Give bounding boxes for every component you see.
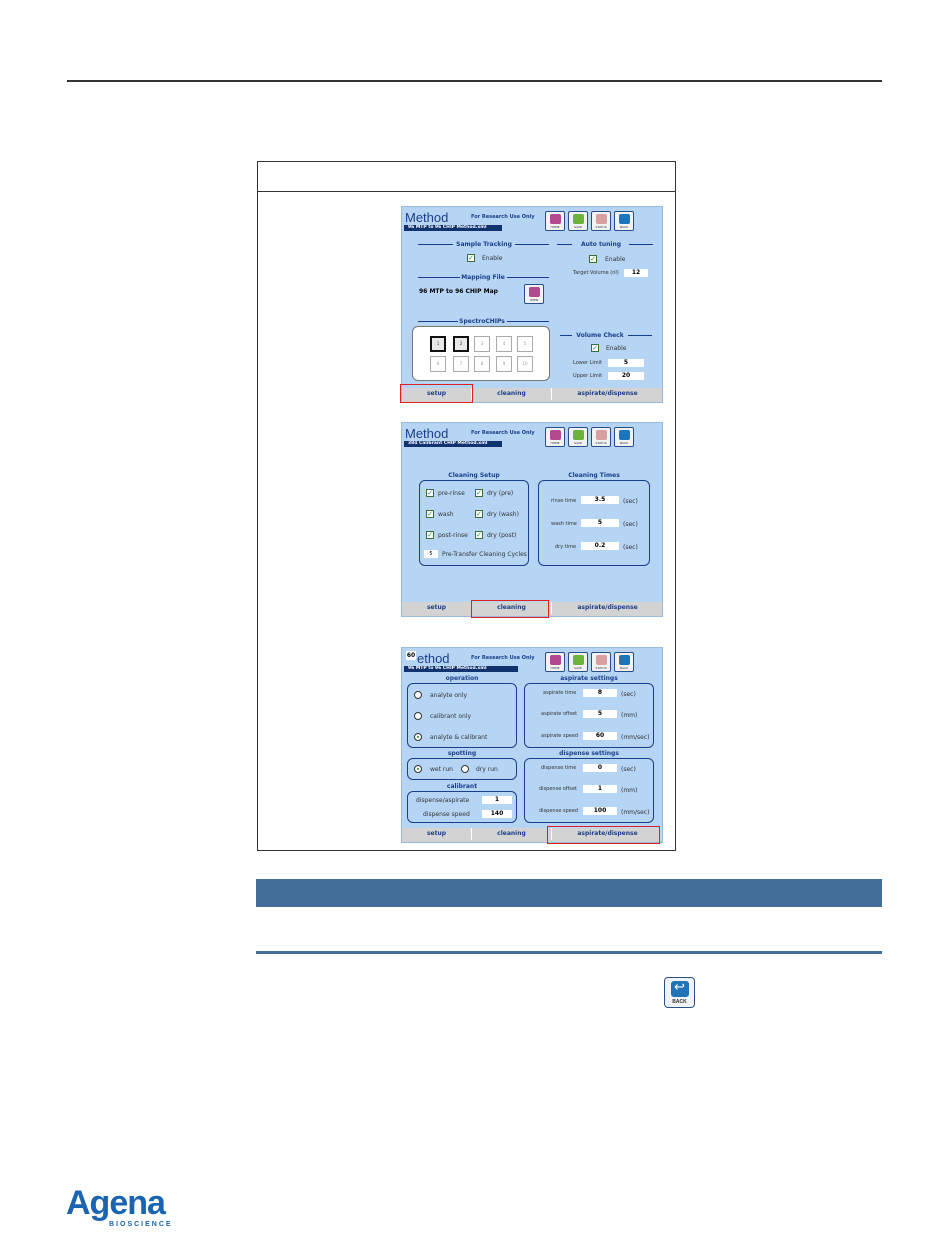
rinse-time-label: rinse time [551,498,577,504]
dispense-aspirate-label: dispense/aspirate [416,797,470,804]
rinse-time-unit: (sec) [623,498,638,505]
spotting-title: spotting [447,750,477,757]
spectrochips-title: SpectroCHIPs [459,318,505,325]
wash-time-label: wash time [551,521,577,527]
auto-tuning-enable-label: Enable [605,256,626,263]
upper-limit-label: Upper Limit [573,373,603,379]
chip-slot[interactable]: 2 [453,336,469,352]
dry-post-label: dry (post) [487,532,517,539]
calibrant-dispense-speed-value[interactable]: 140 [482,810,512,818]
chip-slot[interactable]: 1 [430,336,446,352]
panel-title: Method [405,426,449,441]
status-button[interactable]: STATUS [591,427,611,447]
tab-cleaning[interactable]: cleaning [472,602,552,614]
header-rule [67,80,882,82]
agena-logo: Agena [66,1184,165,1222]
chip-slot[interactable]: 10 [517,356,533,372]
dispense-speed-value[interactable]: 100 [583,807,617,815]
operation-title: operation [445,675,479,682]
wash-label: wash [438,511,454,518]
dispense-settings-title: dispense settings [559,750,619,757]
wash-checkbox[interactable]: ✓ [427,510,433,518]
wash-time-unit: (sec) [623,521,638,528]
sample-tracking-enable-label: Enable [482,255,503,262]
dispense-speed-label: dispense speed [539,808,578,814]
dispense-time-label: dispense time [541,765,577,771]
calibrant-only-label: calibrant only [430,713,472,720]
analyte-calibrant-radio[interactable] [414,733,422,741]
aspirate-offset-unit: (mm) [621,712,638,719]
calibrant-group [407,791,517,823]
calibrant-dispense-speed-label: dispense speed [423,811,470,818]
section-header-bar [256,879,882,907]
chip-slot[interactable]: 8 [474,356,490,372]
panel-title: Method [405,210,449,225]
section-rule [256,951,882,954]
post-rinse-checkbox[interactable]: ✓ [427,531,433,539]
tab-aspirate-dispense[interactable]: aspirate/dispense [552,828,664,840]
cleaning-cycles-label: Pre-Transfer Cleaning Cycles [442,551,527,558]
aspirate-settings-group [524,683,654,748]
ruo-label: For Research Use Only [471,655,535,661]
counter-badge: 60 [406,652,416,659]
chip-slot[interactable]: 7 [453,356,469,372]
aspirate-speed-value[interactable]: 60 [583,732,617,740]
figure-header-divider [258,191,675,192]
dry-pre-checkbox[interactable]: ✓ [476,489,482,497]
wash-time-value[interactable]: 5 [581,519,619,527]
cleaning-setup-title: Cleaning Setup [448,472,500,479]
volume-check-title: Volume Check [576,332,624,339]
calibrant-title: calibrant [446,783,478,790]
dry-pre-label: dry (pre) [487,490,514,497]
selected-tab-highlight [400,384,473,403]
lower-limit-label: Lower Limit [573,360,602,366]
analyte-only-label: analyte only [430,692,468,699]
dry-time-unit: (sec) [623,544,638,551]
auto-tuning-title: Auto tuning [580,241,622,248]
tab-aspirate-dispense[interactable]: aspirate/dispense [552,602,664,614]
operation-group [407,683,517,748]
analyte-calibrant-label: analyte & calibrant [430,734,488,741]
tab-setup[interactable]: setup [402,388,472,400]
status-button[interactable]: STATUS [591,652,611,672]
cleaning-times-title: Cleaning Times [568,472,620,479]
save-button[interactable]: SAVE [568,211,588,231]
chip-slot[interactable]: 4 [496,336,512,352]
dry-post-checkbox[interactable]: ✓ [476,531,482,539]
aspirate-time-value[interactable]: 8 [583,689,617,697]
target-volume-label: Target Volume (nl) [573,270,619,276]
dry-run-radio[interactable] [461,765,469,773]
target-volume-value[interactable]: 12 [624,269,648,277]
tab-setup[interactable]: setup [402,602,472,614]
aspirate-settings-title: aspirate settings [560,675,618,682]
tab-setup[interactable]: setup [402,828,472,840]
method-file-name: 96 MTP to 96 CHIP Method.xml [404,666,518,672]
chip-slot[interactable]: 5 [517,336,533,352]
volume-check-checkbox[interactable]: ✓ [592,344,598,352]
aspirate-speed-unit: (mm/sec) [621,734,650,741]
mapping-file-value: 96 MTP to 96 CHIP Map [419,288,498,295]
method-file-name: 384 Calibrant CHIP Method.xml [404,441,502,447]
aspirate-time-unit: (sec) [621,691,636,698]
dispense-aspirate-value[interactable]: 1 [482,796,512,804]
selected-tab-highlight [471,600,549,618]
calibrant-only-radio[interactable] [414,712,422,720]
selected-tab-highlight [547,826,660,844]
mapping-file-title: Mapping File [461,274,505,281]
chip-slot[interactable]: 6 [430,356,446,372]
dry-time-label: dry time [555,544,577,550]
dispense-time-unit: (sec) [621,766,636,773]
lower-limit-value[interactable]: 5 [608,359,644,367]
open-mapping-button[interactable]: OPEN [524,284,544,304]
chip-slot[interactable]: 9 [496,356,512,372]
home-button[interactable]: HOME [545,427,565,447]
dispense-settings-group [524,758,654,823]
save-button[interactable]: SAVE [568,652,588,672]
cleaning-setup-group [419,480,529,566]
cleaning-cycles-value[interactable]: 5 [424,550,438,558]
save-button[interactable]: SAVE [568,427,588,447]
dispense-speed-unit: (mm/sec) [621,809,650,816]
dry-run-label: dry run [476,766,498,773]
wet-run-radio[interactable] [414,765,422,773]
panel-title: ethod [417,651,450,666]
dry-wash-checkbox[interactable]: ✓ [476,510,482,518]
method-file-name: 96 MTP to 96 CHIP Method.xml [404,225,502,231]
ruo-label: For Research Use Only [471,430,535,436]
wet-run-label: wet run [430,766,453,773]
analyte-only-radio[interactable] [414,691,422,699]
tab-cleaning[interactable]: cleaning [472,828,552,840]
status-button[interactable]: STATUS [591,211,611,231]
home-button[interactable]: HOME [545,652,565,672]
volume-check-enable-label: Enable [606,345,627,352]
cleaning-panel [401,422,663,617]
setup-panel [401,206,663,403]
sample-tracking-title: Sample Tracking [456,241,512,248]
aspirate-offset-value[interactable]: 5 [583,710,617,718]
rinse-time-value[interactable]: 3.5 [581,496,619,504]
figure-table [257,161,676,851]
ruo-label: For Research Use Only [471,214,535,220]
back-icon: ↩ BACK [664,977,695,1008]
aspirate-speed-label: aspirate speed [541,733,579,739]
agena-logo-subtitle: BIOSCIENCE [109,1221,173,1228]
back-button[interactable]: BACK [614,652,634,672]
spectrochips-group [412,326,550,381]
sample-tracking-checkbox[interactable]: ✓ [468,254,474,262]
dispense-offset-unit: (mm) [621,787,638,794]
tab-cleaning[interactable]: cleaning [472,388,552,400]
aspirate-offset-label: aspirate offset [541,711,578,717]
home-button[interactable]: HOME [545,211,565,231]
back-button[interactable]: BACK [614,427,634,447]
dispense-offset-label: dispense offset [539,786,578,792]
upper-limit-value[interactable]: 20 [608,372,644,380]
dry-time-value[interactable]: 0.2 [581,542,619,550]
dispense-offset-value[interactable]: 1 [583,785,617,793]
post-rinse-label: post-rinse [438,532,468,539]
spotting-group [407,758,517,780]
chip-slot[interactable]: 3 [474,336,490,352]
dry-wash-label: dry (wash) [487,511,519,518]
back-button[interactable]: BACK [614,211,634,231]
tab-aspirate-dispense[interactable]: aspirate/dispense [552,388,664,400]
aspirate-time-label: aspirate time [543,690,577,696]
dispense-time-value[interactable]: 0 [583,764,617,772]
pre-rinse-label: pre-rinse [438,490,465,497]
aspirate-dispense-panel [401,647,663,843]
pre-rinse-checkbox[interactable]: ✓ [427,489,433,497]
cleaning-times-group [538,480,650,566]
auto-tuning-checkbox[interactable]: ✓ [590,255,596,263]
